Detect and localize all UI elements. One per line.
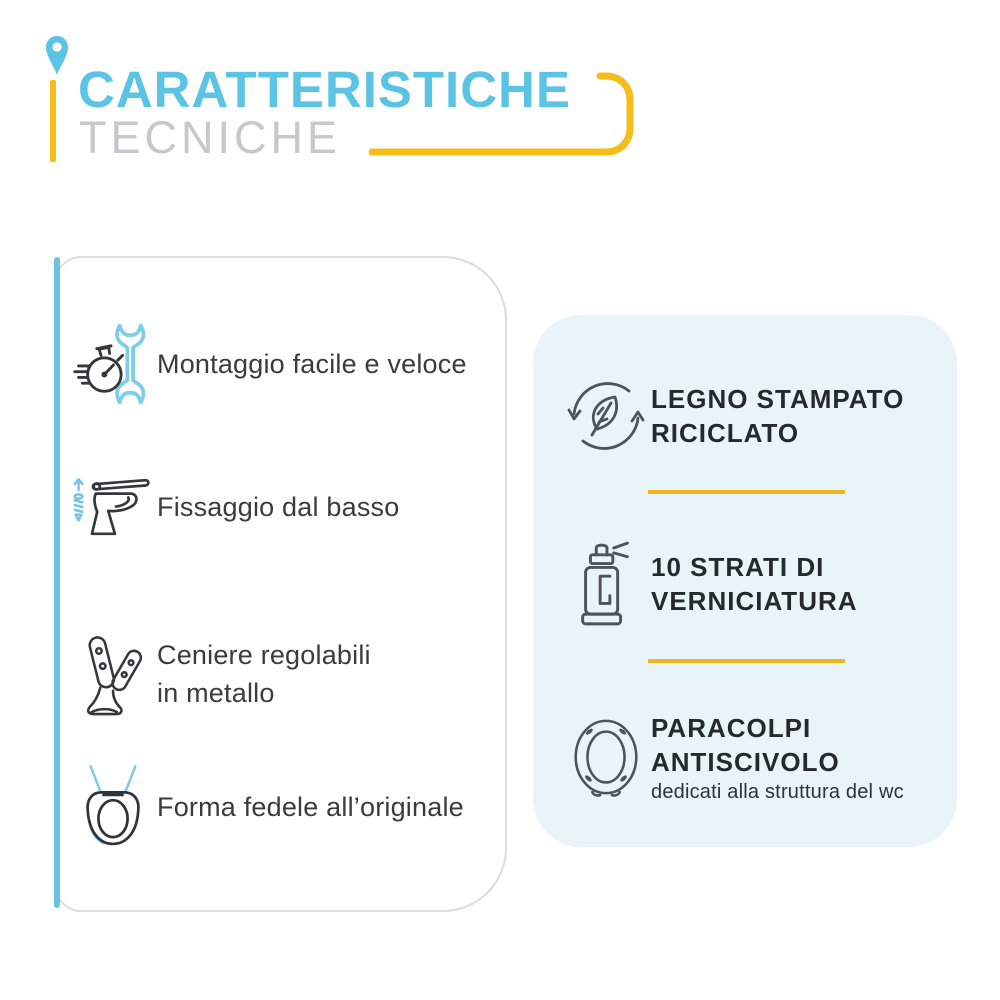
highlights-panel — [533, 315, 957, 847]
yellow-bracket-decoration — [366, 66, 638, 164]
page-subtitle: TECNICHE — [79, 112, 342, 163]
seat-outline-icon — [69, 762, 157, 852]
yellow-divider — [648, 490, 845, 494]
spray-can-icon — [561, 539, 651, 629]
metal-hinges-icon — [69, 629, 157, 719]
location-pin-icon — [44, 33, 70, 79]
feature-label: Forma fedele all’originale — [157, 792, 464, 822]
seat-bumpers-icon — [561, 715, 651, 801]
feature-label: Fissaggio dal basso — [157, 492, 400, 522]
page-title: CARATTERISTICHE — [78, 61, 571, 118]
highlight-title: PARACOLPI ANTISCIVOLO — [651, 713, 840, 777]
feature-label: Ceniere regolabili in metallo — [157, 640, 371, 708]
stopwatch-wrench-icon — [69, 319, 157, 409]
highlight-item-paracolpi — [561, 710, 931, 805]
highlight-subtitle: dedicati alla struttura del wc — [651, 781, 904, 803]
feature-item-cerniere — [69, 628, 489, 720]
highlight-item-legno — [561, 370, 931, 462]
toilet-bottom-fixing-icon — [69, 469, 157, 545]
feature-item-montaggio — [69, 318, 489, 410]
blue-accent-line — [54, 257, 60, 908]
features-panel — [55, 256, 507, 912]
highlight-title: 10 STRATI DI VERNICIATURA — [651, 552, 858, 616]
feature-item-forma — [69, 761, 489, 853]
highlight-item-verniciatura — [561, 538, 931, 630]
yellow-divider — [648, 659, 845, 663]
highlight-text-block — [651, 711, 904, 804]
feature-label: Montaggio facile e veloce — [157, 349, 467, 379]
highlight-title: LEGNO STAMPATO RICICLATO — [651, 384, 905, 448]
recycled-leaf-icon — [561, 375, 651, 457]
feature-item-fissaggio — [69, 461, 489, 553]
yellow-accent-line — [50, 80, 56, 162]
